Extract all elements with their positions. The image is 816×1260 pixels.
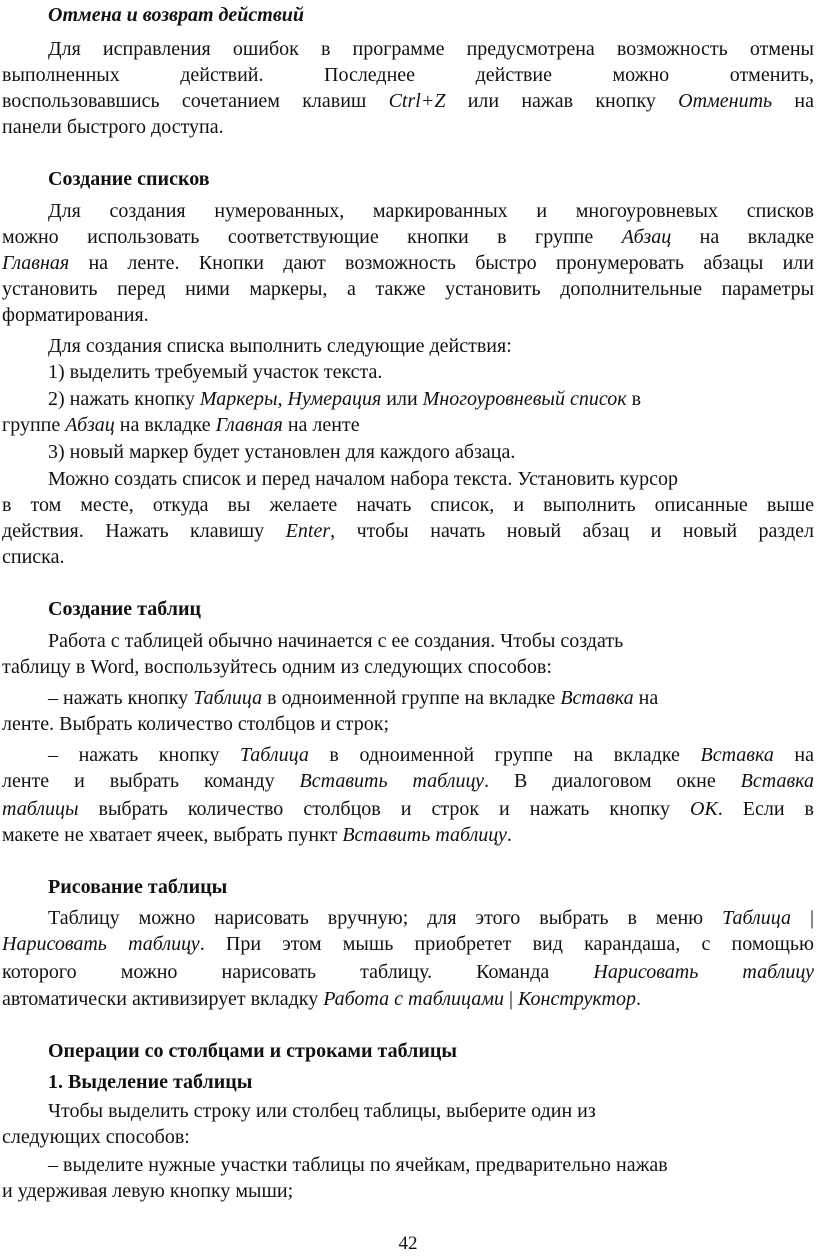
paragraph-line: Можно создать список и перед началом набора текста. Установить курсор [48, 468, 678, 490]
section-heading-drawing: Рисование таблицы [48, 876, 228, 898]
paragraph-line: выполненных действий. Последнее действие можно отменить, [2, 64, 814, 86]
bullet-item-continued: ленте. Выбрать количество столбцов и строк; [2, 713, 390, 735]
paragraph-line: Чтобы выделить строку или столбец таблицы, выберите один из [48, 1100, 596, 1122]
section-heading-undo: Отмена и возврат действий [48, 4, 305, 26]
paragraph-line: действия. Нажать клавишу Enter, чтобы начать новый абзац и новый раздел [2, 520, 814, 542]
paragraph-line: можно использовать соответствующие кнопки в группе Абзац на вкладке [2, 226, 814, 248]
bullet-item-continued: макете не хватает ячеек, выбрать пункт Вставить таблицу. [2, 824, 512, 846]
paragraph-line: в том месте, откуда вы желаете начать список, и выполнить описанные выше [2, 494, 814, 516]
paragraph-line: Работа с таблицей обычно начинается с ее создания. Чтобы создать [48, 630, 624, 652]
bullet-item-continued: и удерживая левую кнопку мыши; [2, 1180, 294, 1202]
bullet-item: – нажать кнопку Таблица в одноименной группе на вкладке Вставка на [48, 744, 814, 766]
section-heading-lists: Создание списков [48, 168, 210, 190]
paragraph-line: которого можно нарисовать таблицу. Команда Нарисовать таблицу [2, 961, 814, 983]
list-item: 2) нажать кнопку Маркеры, Нумерация или Многоуровневый список в [48, 388, 642, 410]
paragraph-line: Для исправления ошибок в программе предусмотрена возможность отмены [48, 38, 814, 60]
paragraph-line: следующих способов: [2, 1126, 190, 1148]
paragraph-line: панели быстрого доступа. [2, 116, 224, 138]
paragraph-line: Для создания нумерованных, маркированных и многоуровневых списков [48, 200, 814, 222]
section-heading-tables: Создание таблиц [48, 598, 201, 620]
paragraph-line: автоматически активизирует вкладку Работа с таблицами | Конструктор. [2, 988, 641, 1010]
list-item: 3) новый маркер будет установлен для каждого абзаца. [48, 441, 516, 463]
bullet-item-continued: ленте и выбрать команду Вставить таблицу. В диалоговом окне Вставка [2, 770, 814, 792]
section-heading-operations: Операции со столбцами и строками таблицы [48, 1040, 458, 1062]
page-number: 42 [398, 1233, 418, 1254]
bullet-item-continued: таблицы выбрать количество столбцов и строк и нажать кнопку ОК. Если в [2, 798, 814, 820]
bullet-item: – нажать кнопку Таблица в одноименной группе на вкладке Вставка на [48, 687, 659, 709]
paragraph-line: Главная на ленте. Кнопки дают возможность быстро пронумеровать абзацы или [2, 252, 814, 274]
paragraph-line: Нарисовать таблицу. При этом мышь приобретет вид карандаша, с помощью [2, 933, 814, 955]
paragraph-line: Для создания списка выполнить следующие действия: [48, 335, 512, 357]
paragraph-line: списка. [2, 546, 65, 568]
bullet-item: – выделите нужные участки таблицы по ячейкам, предварительно нажав [48, 1154, 668, 1176]
paragraph-line: таблицу в Word, воспользуйтесь одним из следующих способов: [2, 656, 552, 678]
subsection-heading: 1. Выделение таблицы [48, 1071, 253, 1093]
paragraph-line: форматирования. [2, 304, 149, 326]
paragraph-line: воспользовавшись сочетанием клавиш Ctrl+Z или нажав кнопку Отменить на [2, 90, 814, 112]
list-item: 1) выделить требуемый участок текста. [48, 361, 383, 383]
list-item-continued: группе Абзац на вкладке Главная на ленте [2, 414, 360, 436]
paragraph-line: Таблицу можно нарисовать вручную; для этого выбрать в меню Таблица | [48, 907, 814, 929]
paragraph-line: установить перед ними маркеры, а также установить дополнительные параметры [2, 278, 814, 300]
